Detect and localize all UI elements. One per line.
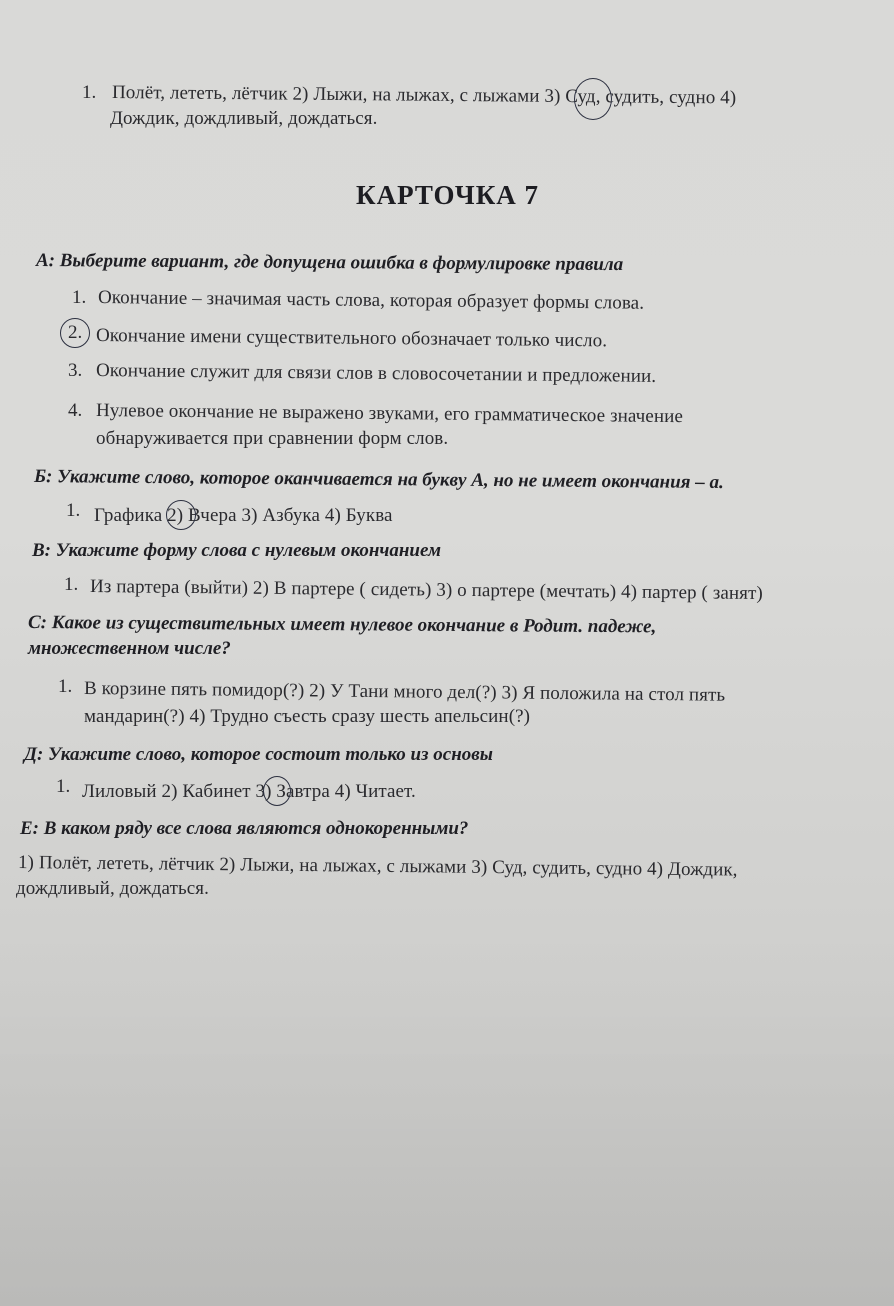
top-item-line1: Полёт, лететь, лётчик 2) Лыжи, на лыжах, с лыжами 3) Суд, судить, судно 4) xyxy=(111,82,737,109)
section-d-text: Лиловый 2) Кабинет 3) Завтра 4) Читает. xyxy=(82,781,416,802)
section-d-number: 1. xyxy=(56,776,71,797)
section-c-number: 1. xyxy=(58,676,73,697)
section-c-heading-line1: С: Какое из существительных имеет нулевое окончание в Родит. падеже, xyxy=(27,612,657,638)
section-c-heading-line2: множественном числе? xyxy=(28,638,231,659)
section-a-item-1-text: Окончание – значимая часть слова, которая образует формы слова. xyxy=(97,287,645,314)
section-v-heading: В: Укажите форму слова с нулевым окончанием xyxy=(32,540,441,561)
paper-shadow xyxy=(0,926,894,1306)
section-b-number: 1. xyxy=(66,500,81,521)
section-e-line2: дождливый, дождаться. xyxy=(16,878,209,899)
section-a-item-3-text: Окончание служит для связи слов в словосочетании и предложении. xyxy=(95,360,657,387)
section-b-heading: Б: Укажите слово, которое оканчивается на букву А, но не имеет окончания – а. xyxy=(33,466,724,494)
section-a-item-4-line2: обнаруживается при сравнении форм слов. xyxy=(96,428,449,449)
section-c-line2: мандарин(?) 4) Трудно съесть сразу шесть апельсин(?) xyxy=(84,706,531,727)
section-a-item-4-line1: Нулевое окончание не выражено звуками, его грамматическое значение xyxy=(95,400,684,428)
section-a-item-2-number: 2. xyxy=(68,322,83,343)
section-b-text: Графика 2) Вчера 3) Азбука 4) Буква xyxy=(94,505,393,526)
section-a-item-4-number: 4. xyxy=(68,400,83,421)
section-e-heading: Е: В каком ряду все слова являются однокоренными? xyxy=(20,818,469,839)
section-a-item-2-text: Окончание имени существительного обозначает только число. xyxy=(95,325,608,352)
section-v-text: Из партера (выйти) 2) В партере ( сидеть) 3) о партере (мечтать) 4) партер ( занят) xyxy=(89,576,763,605)
top-item-line2: Дождик, дождливый, дождаться. xyxy=(110,108,378,129)
section-a-item-3-number: 3. xyxy=(68,360,83,381)
top-item-number: 1. xyxy=(82,82,97,103)
card-title: КАРТОЧКА 7 xyxy=(356,180,540,210)
section-a-heading: А: Выберите вариант, где допущена ошибка в формулировке правила xyxy=(35,250,624,276)
section-c-line1: В корзине пять помидор(?) 2) У Тани много дел(?) 3) Я положила на стол пять xyxy=(83,678,726,706)
section-d-heading: Д: Укажите слово, которое состоит только из основы xyxy=(24,744,493,765)
section-a-item-1-number: 1. xyxy=(72,287,87,308)
section-v-number: 1. xyxy=(64,574,79,595)
section-e-line1: 1) Полёт, лететь, лётчик 2) Лыжи, на лыжах, с лыжами 3) Суд, судить, судно 4) Дождик, xyxy=(17,852,738,881)
